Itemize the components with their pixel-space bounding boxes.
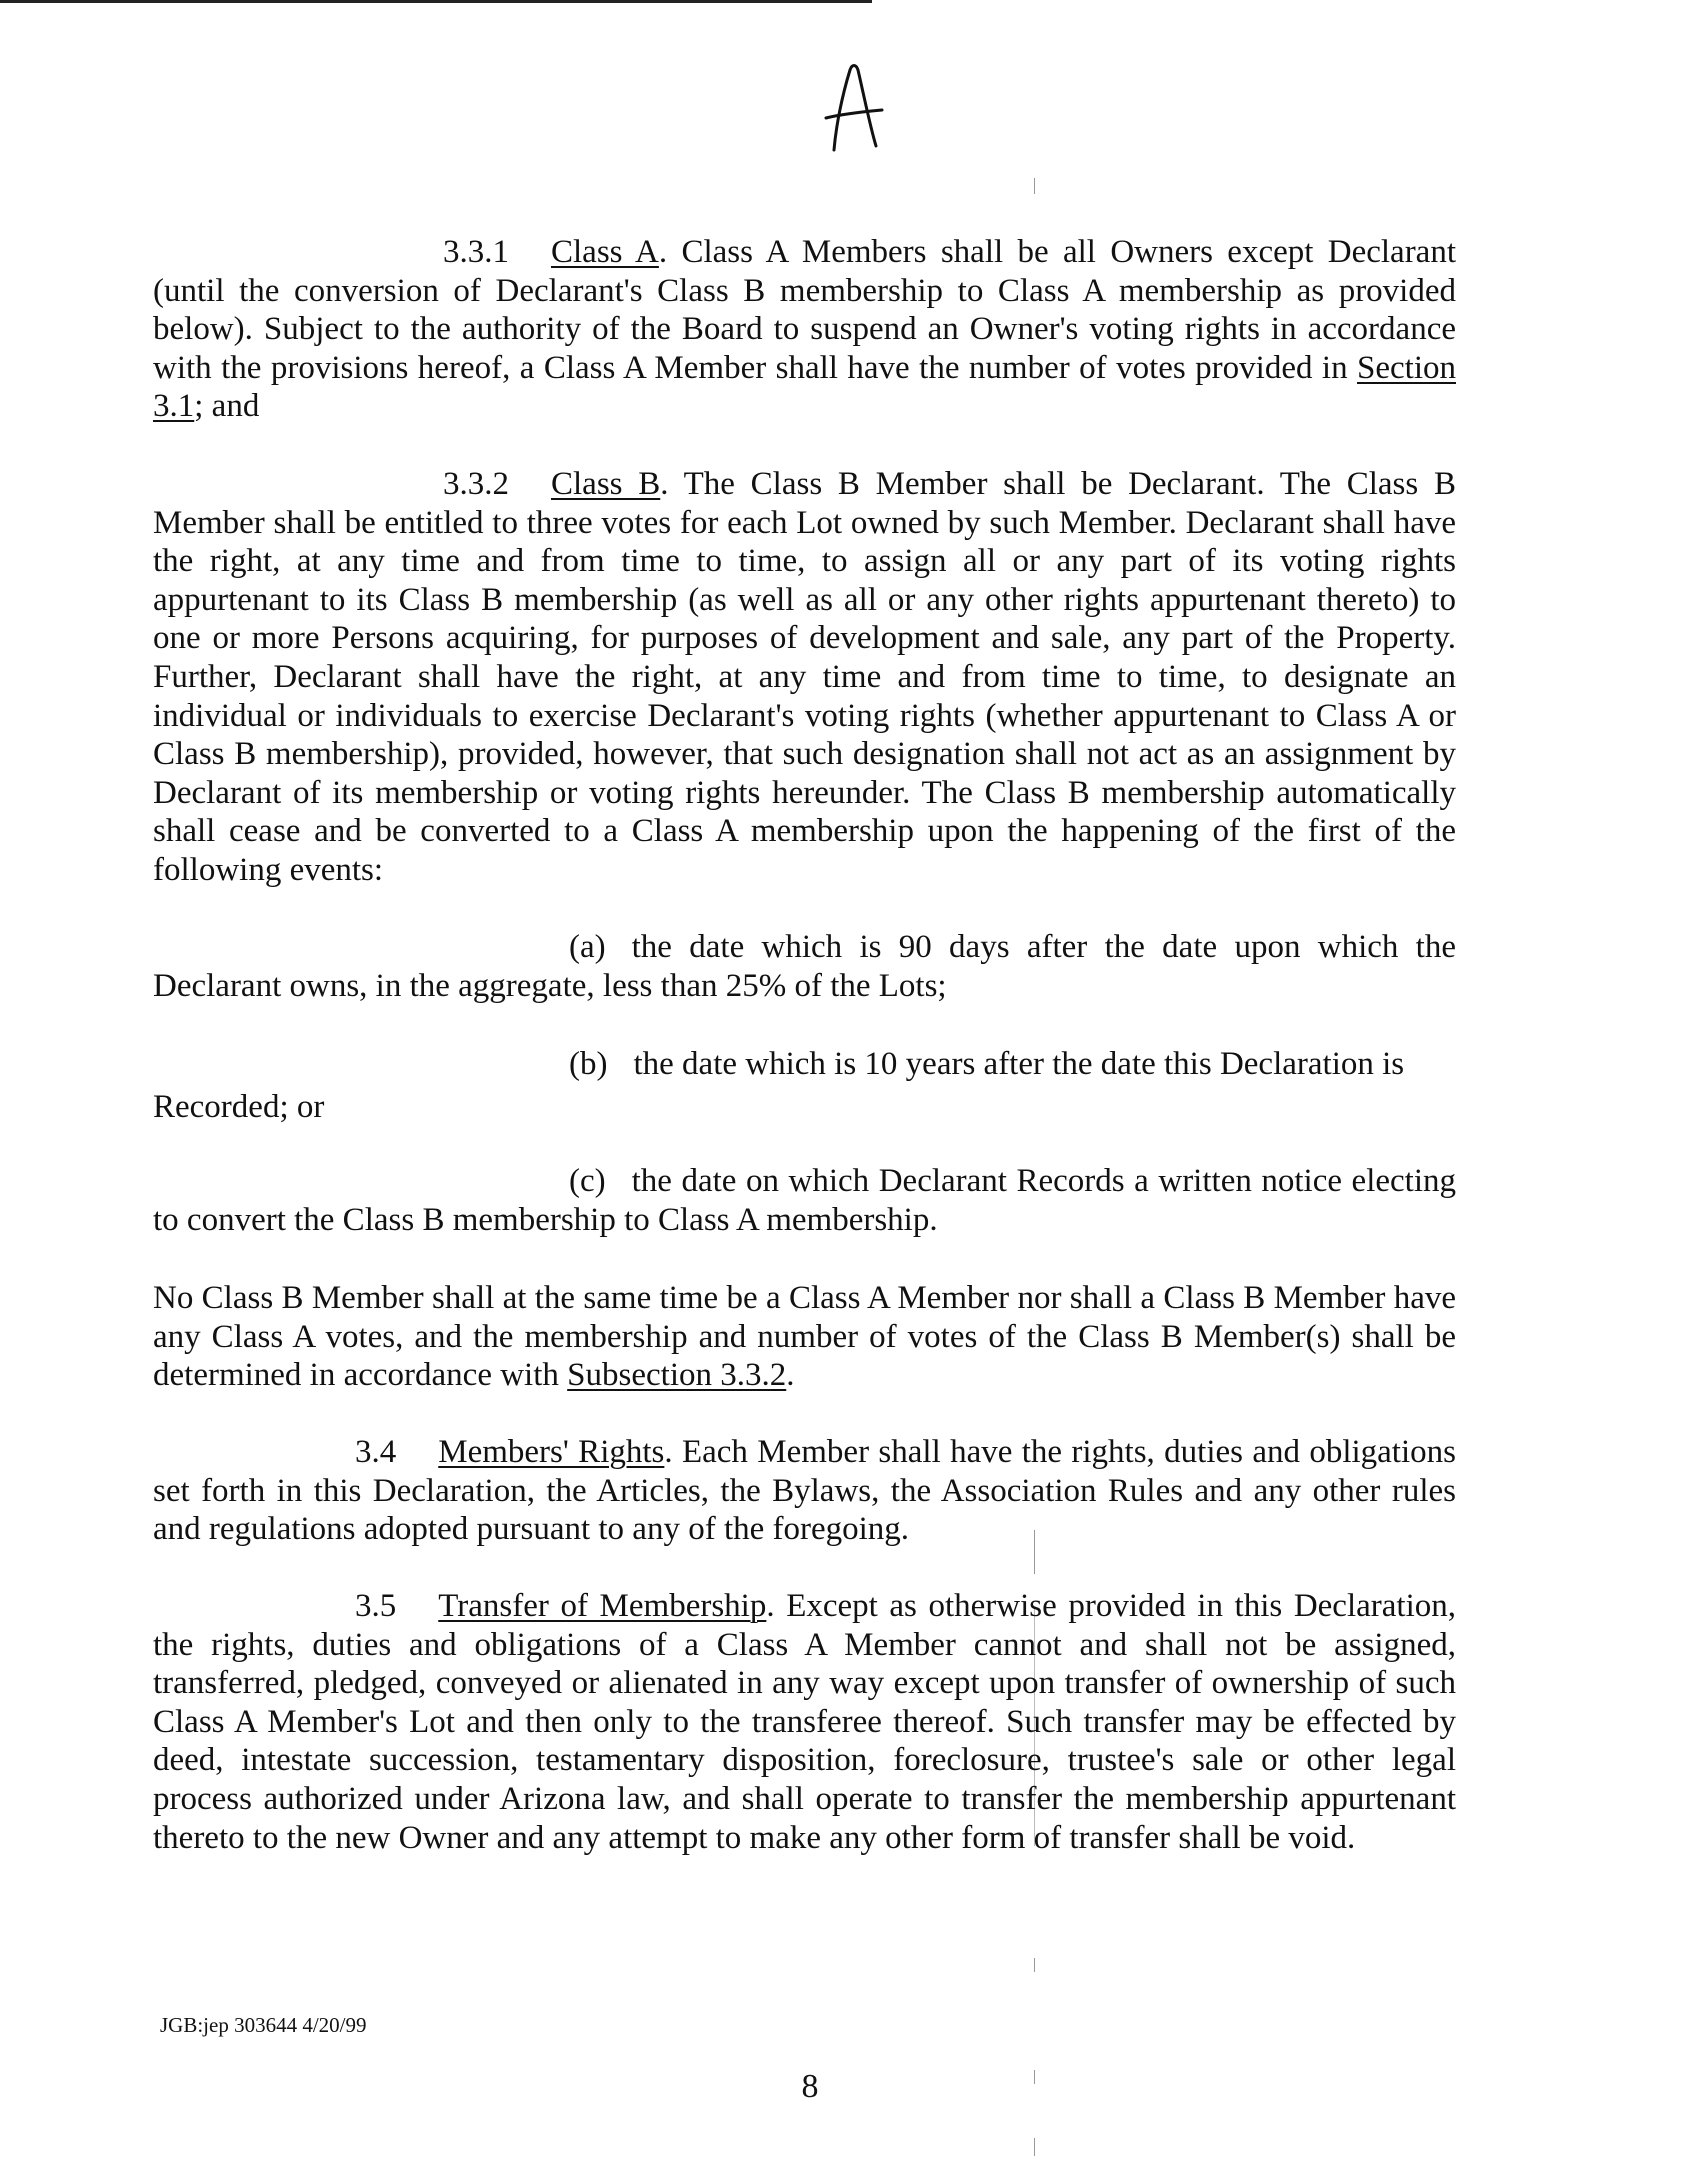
scan-top-rule	[0, 0, 872, 3]
list-text: the date which is 10 years after the date this Declaration is	[633, 1046, 1405, 1082]
list-label: (a)	[569, 929, 606, 965]
scan-artifact	[1034, 178, 1035, 194]
section-3-3-2: 3.3.2 Class B. The Class B Member shall be Declarant. The Class B Member shall be entitled to three votes for each Lot owned by such Member. Declarant shall have the right, at any time and from time to time, to assign all or any part of its voting rights appurtenant to its Class B membership (as well as all or any other rights appurtenant thereto) to one or more Persons acquiring, for purposes of development and sale, any part of the Property. Further, Declarant shall have the right, at any time and from time to time, to designate an individual or individuals to exercise Declarant's voting rights (whether appurtenant to Class A or Class B membership), provided, however, that such designation shall not act as an assignment by Declarant of its membership or voting rights hereunder. The Class B membership automatically shall cease and be converted to a Class A membership upon the happening of the first of the following events:	[153, 466, 1456, 888]
section-number: 3.3.1	[443, 234, 509, 270]
list-text: the date on which Declarant Records a written notice electing to convert the Class B membership to Class A membership.	[153, 1163, 1456, 1238]
scan-artifact	[1034, 2138, 1035, 2156]
handwritten-letter-a	[812, 56, 912, 156]
section-heading: Class A	[551, 234, 659, 270]
section-number: 3.4	[355, 1434, 397, 1470]
section-heading: Class B	[551, 466, 661, 502]
section-body: Except as otherwise provided in this Declaration, the rights, duties and obligations of a Class A Member cannot and shall not be assigned, transferred, pledged, conveyed or alienated in any way except upon transfer of ownership of such Class A Member's Lot and then only to the transferee thereof. Such transfer may be effected by deed, intestate succession, testamentary disposition, foreclosure, trustee's sale or other legal process authorized under Arizona law, and shall operate to transfer the membership appurtenant thereto to the new Owner and any attempt to make any other form of transfer shall be void.	[153, 1588, 1456, 1856]
section-number: 3.5	[355, 1588, 397, 1624]
list-item-a	[153, 928, 1456, 1005]
section-number: 3.3.2	[443, 466, 509, 502]
list-text: Recorded; or	[153, 1089, 325, 1125]
scan-artifact	[1034, 1958, 1035, 1972]
paragraph-body: No Class B Member shall at the same time be a Class A Member nor shall a Class B Member have any Class A votes, and the membership and number of votes of the Class B Member(s) shall be determined in accordance with	[153, 1280, 1456, 1394]
section-heading: Members' Rights	[438, 1434, 665, 1470]
section-3-3-1: 3.3.1 Class A. Class A Members shall be all Owners except Declarant (until the conversion of Declarant's Class B membership to Class A membership as provided below). Subject to the authority of the Board to suspend an Owner's voting rights in accordance with the provisions hereof, a Class A Member shall have the number of votes provided in Section 3.1; and	[153, 234, 1456, 425]
section-body: Each Member shall have the rights, duties and obligations set forth in this Declaration, the Articles, the Bylaws, the Association Rules and any other rules and regulations adopted pursuant to any of the foregoing.	[153, 1434, 1456, 1548]
section-3-4: 3.4 Members' Rights. Each Member shall have the rights, duties and obligations set forth in this Declaration, the Articles, the Bylaws, the Association Rules and any other rules and regulations adopted pursuant to any of the foregoing.	[153, 1434, 1456, 1548]
page-number: 8	[801, 2068, 819, 2105]
section-body: The Class B Member shall be Declarant. The Class B Member shall be entitled to three votes for each Lot owned by such Member. Declarant shall have the right, at any time and from time to time, to assign all or any part of its voting rights appurtenant to its Class B membership (as well as all or any other rights appurtenant thereto) to one or more Persons acquiring, for purposes of development and sale, any part of the Property. Further, Declarant shall have the right, at any time and from time to time, to designate an individual or individuals to exercise Declarant's voting rights (whether appurtenant to Class A or Class B membership), provided, however, that such designation shall not act as an assignment by Declarant of its membership or voting rights hereunder. The Class B membership automatically shall cease and be converted to a Class A membership upon the happening of the first of the following events:	[153, 466, 1456, 888]
list-label: (b)	[569, 1046, 608, 1082]
cross-reference: Subsection 3.3.2	[567, 1357, 787, 1394]
section-heading: Transfer of Membership	[438, 1588, 767, 1624]
list-text: the date which is 90 days after the date upon which the Declarant owns, in the aggregate, less than 25% of the Lots;	[153, 929, 1456, 1004]
cross-reference: Section 3.1	[153, 349, 1456, 425]
section-3-5: 3.5 Transfer of Membership. Except as otherwise provided in this Declaration, the rights, duties and obligations of a Class A Member cannot and shall not be assigned, transferred, pledged, conveyed or alienated in any way except upon transfer of ownership of such Class A Member's Lot and then only to the transferee thereof. Such transfer may be effected by deed, intestate succession, testamentary disposition, foreclosure, trustee's sale or other legal process authorized under Arizona law, and shall operate to transfer the membership appurtenant thereto to the new Owner and any attempt to make any other form of transfer shall be void.	[153, 1588, 1456, 1856]
section-body: Class A Members shall be all Owners except Declarant (until the conversion of Declarant's Class B membership to Class A membership as provided below). Subject to the authority of the Board to suspend an Owner's voting rights in accordance with the provisions hereof, a Class A Member shall have the number of votes provided in	[153, 234, 1456, 386]
list-item-b-continuation	[153, 1088, 1456, 1127]
class-b-restriction-paragraph: No Class B Member shall at the same time be a Class A Member nor shall a Class B Member have any Class A votes, and the membership and number of votes of the Class B Member(s) shall be determined in accordance with Subsection 3.3.2.	[153, 1280, 1456, 1394]
document-id: JGB:jep 303644 4/20/99	[160, 2013, 367, 2037]
list-item-b	[153, 1045, 1456, 1084]
list-item-c	[153, 1162, 1456, 1239]
list-label: (c)	[569, 1163, 606, 1199]
